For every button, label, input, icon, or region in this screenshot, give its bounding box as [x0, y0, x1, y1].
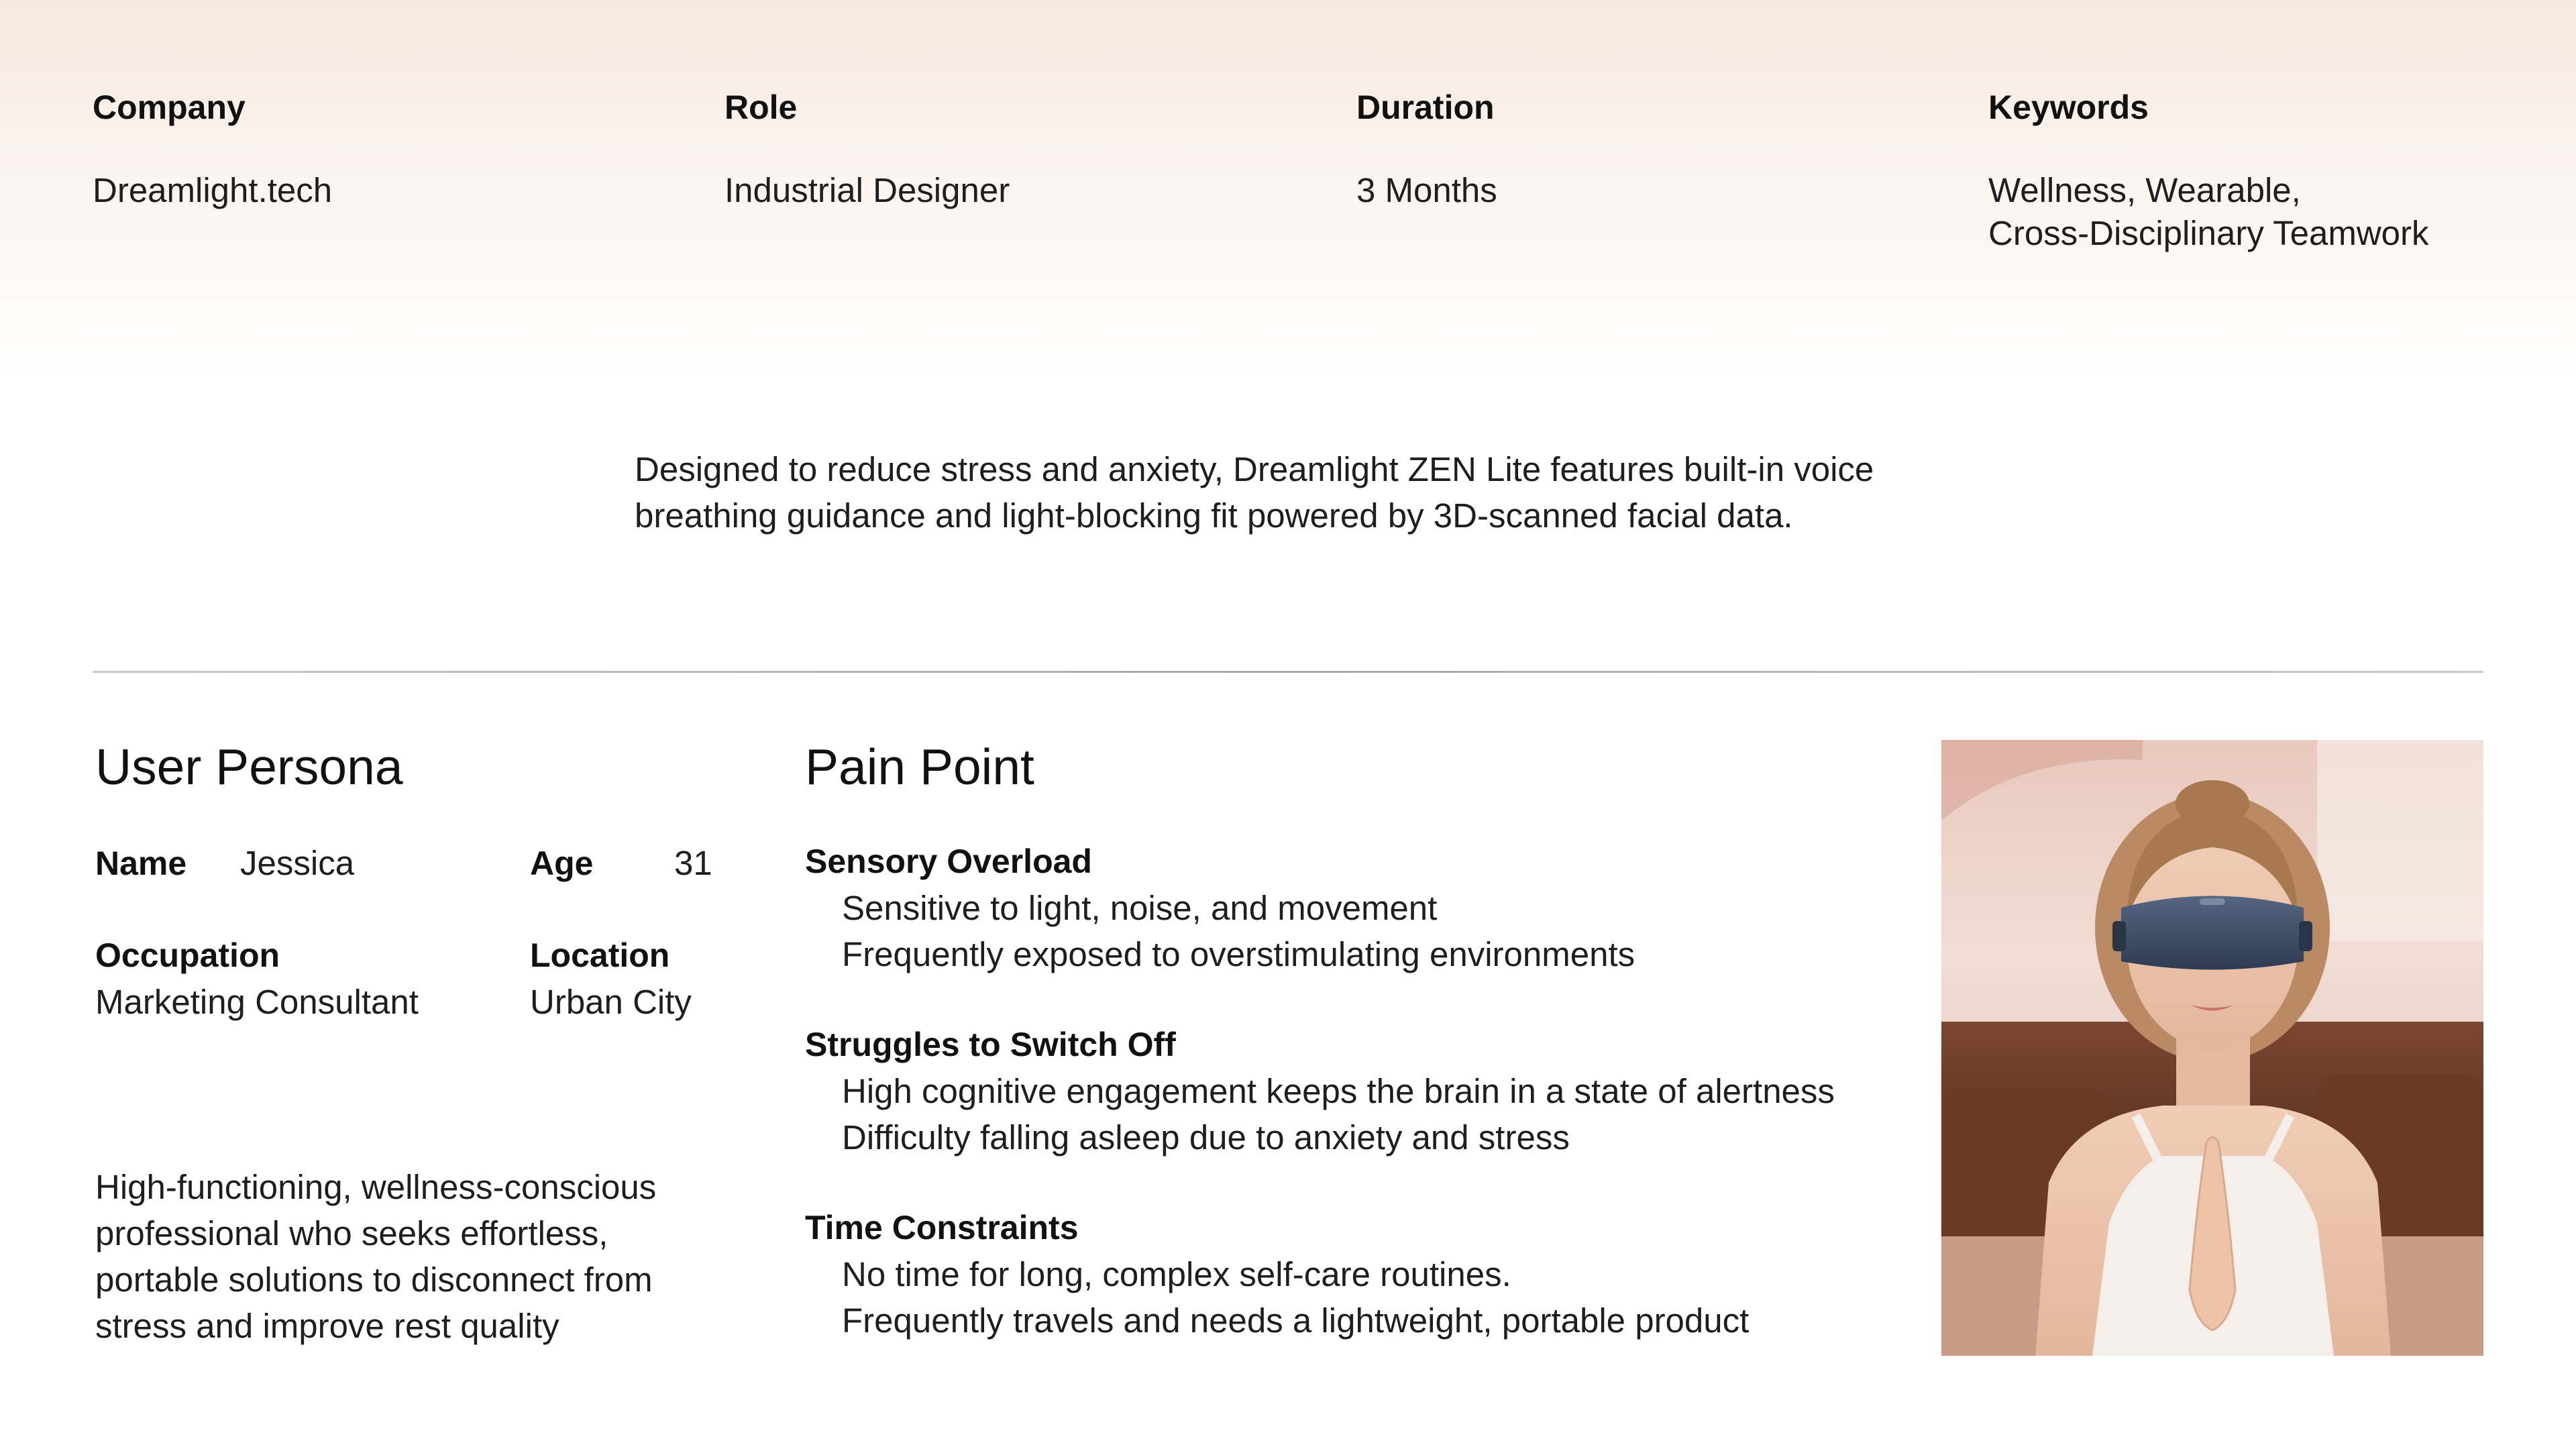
pain-item: Frequently travels and needs a lightweight, portable product	[842, 1301, 1750, 1340]
persona-age-value: 31	[674, 844, 712, 882]
persona-photo	[1941, 740, 2483, 1356]
meta-role-label: Role	[724, 89, 798, 126]
persona-location-label: Location	[530, 936, 670, 974]
meta-role-value: Industrial Designer	[724, 171, 1010, 209]
persona-occupation-value: Marketing Consultant	[95, 983, 419, 1021]
summary-line: breathing guidance and light-blocking fit powered by 3D-scanned facial data.	[635, 496, 1793, 535]
meta-keywords	[1988, 87, 2576, 255]
meta-keywords-value	[1988, 169, 2576, 255]
meta-duration	[1356, 87, 1960, 212]
persona-description-line: professional who seeks effortless,	[95, 1214, 608, 1252]
meta-company-label: Company	[93, 89, 246, 126]
meta-duration-value: 3 Months	[1356, 171, 1497, 209]
pain-item: Frequently exposed to overstimulating environments	[842, 935, 1635, 973]
pain-group-time	[805, 1205, 1905, 1344]
woman-with-eye-mask-illustration	[1941, 740, 2483, 1356]
persona-name-value: Jessica	[240, 844, 355, 882]
persona-occupation-label: Occupation	[95, 936, 280, 974]
pain-group-title: Sensory Overload	[805, 843, 1092, 880]
project-summary	[635, 446, 1963, 539]
meta-role	[724, 87, 1328, 212]
persona-description-line: stress and improve rest quality	[95, 1307, 559, 1345]
keywords-line: Cross-Disciplinary Teamwork	[1988, 214, 2429, 252]
persona-title: User Persona	[95, 739, 403, 795]
pain-group-switch-off	[805, 1022, 1905, 1161]
pain-point-title: Pain Point	[805, 739, 1034, 795]
pain-group-sensory	[805, 839, 1905, 977]
persona-age-label: Age	[530, 845, 594, 882]
meta-duration-label: Duration	[1356, 89, 1495, 126]
persona-location-value: Urban City	[530, 983, 692, 1021]
meta-company-value: Dreamlight.tech	[93, 171, 333, 209]
section-divider	[93, 671, 2483, 673]
keywords-line: Wellness, Wearable,	[1988, 171, 2301, 209]
pain-item: High cognitive engagement keeps the brain in a state of alertness	[842, 1072, 1835, 1110]
pain-group-title: Time Constraints	[805, 1209, 1079, 1246]
summary-line: Designed to reduce stress and anxiety, Dreamlight ZEN Lite features built-in voice	[635, 450, 1874, 488]
persona-description-line: High-functioning, wellness-conscious	[95, 1168, 657, 1206]
meta-company	[93, 87, 696, 212]
pain-group-title: Struggles to Switch Off	[805, 1026, 1176, 1063]
persona-description-line: portable solutions to disconnect from	[95, 1260, 653, 1299]
persona-description	[95, 1164, 753, 1349]
pain-item: Difficulty falling asleep due to anxiety and stress	[842, 1118, 1570, 1157]
persona-name-label: Name	[95, 845, 187, 882]
pain-item: Sensitive to light, noise, and movement	[842, 889, 1438, 927]
pain-point-list	[805, 839, 1905, 1388]
meta-keywords-label: Keywords	[1988, 89, 2149, 126]
pain-item: No time for long, complex self-care routines.	[842, 1255, 1511, 1293]
